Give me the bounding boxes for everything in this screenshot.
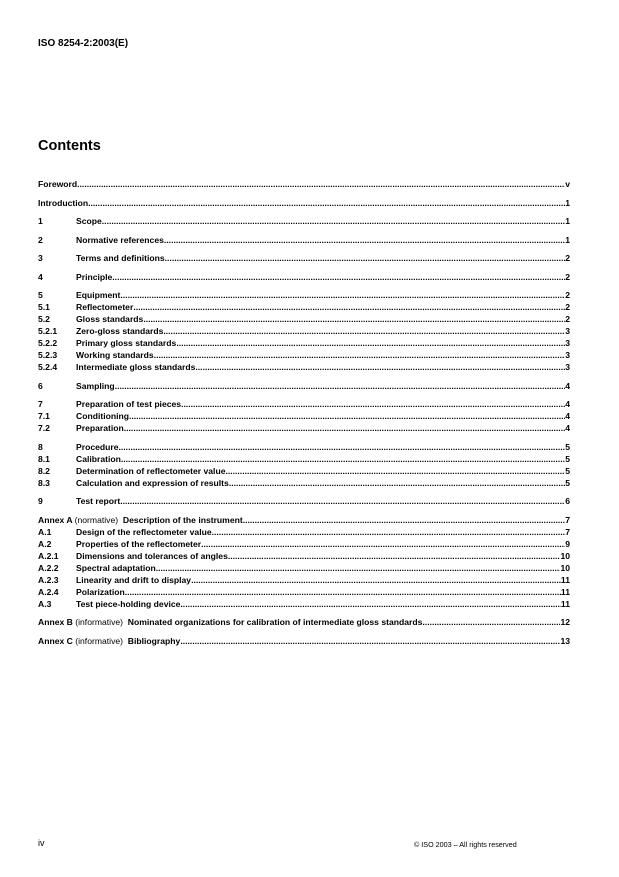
- toc-entry-page: 4: [565, 399, 570, 409]
- toc-entry-title: Calibration: [76, 453, 121, 464]
- toc-entry[interactable]: [38, 178, 570, 190]
- toc-entry-leader: [76, 441, 570, 453]
- toc-entry-number: 8.3: [38, 477, 50, 488]
- toc-entry[interactable]: [38, 349, 570, 361]
- annex-title: Nominated organizations for calibration of intermediate gloss standards: [127, 617, 423, 627]
- copyright-notice: © ISO 2003 – All rights reserved: [414, 840, 517, 849]
- annex-label: Annex B: [38, 617, 73, 627]
- toc-entry-number: 8.2: [38, 465, 50, 476]
- toc-entry-leader: [76, 361, 570, 373]
- toc-entry-title: Spectral adaptation: [76, 562, 156, 573]
- toc-entry-leader: [76, 453, 570, 465]
- toc-entry-page: 2: [565, 314, 570, 324]
- toc-entry[interactable]: [38, 215, 570, 227]
- toc-entry-leader: [76, 325, 570, 337]
- dot-leader: [212, 526, 566, 538]
- toc-entry-page: 4: [565, 380, 570, 391]
- toc-entry[interactable]: [38, 495, 570, 507]
- toc-entry-page: 7: [565, 514, 570, 525]
- toc-entry-title: Calculation and expression of results: [76, 477, 229, 488]
- toc-entry-page: 5: [565, 453, 570, 464]
- toc-entry-number: 9: [38, 496, 43, 506]
- toc-entry-leader: [76, 526, 570, 538]
- annex-label: Annex C: [38, 635, 73, 646]
- toc-entry-page: 4: [565, 411, 570, 421]
- toc-entry-title: Introduction: [38, 197, 89, 208]
- dot-leader: [115, 380, 566, 392]
- dot-leader: [180, 598, 560, 610]
- annex-qualifier: (informative): [75, 635, 124, 646]
- toc-entry-leader: [38, 514, 570, 526]
- toc-entry-page: 3: [565, 350, 570, 360]
- toc-entry-title: Test report: [76, 496, 121, 506]
- annex-qualifier: (normative): [74, 514, 119, 525]
- toc-entry-page: 2: [565, 302, 570, 312]
- dot-leader: [243, 514, 566, 526]
- toc-entry-leader: [76, 598, 570, 610]
- toc-entry-page: 1: [565, 197, 570, 208]
- toc-entry[interactable]: [38, 380, 570, 392]
- dot-leader: [102, 215, 565, 227]
- toc-entry-number: A.3: [38, 598, 52, 609]
- dot-leader: [164, 234, 565, 246]
- toc-entry-leader: [76, 538, 570, 550]
- toc-entry[interactable]: [38, 635, 570, 647]
- toc-entry-title: Foreword: [38, 179, 78, 189]
- toc-entry-leader: [76, 465, 570, 477]
- toc-entry-number: 8: [38, 441, 43, 452]
- toc-entry-leader: [76, 586, 570, 598]
- toc-entry[interactable]: [38, 252, 570, 264]
- toc-entry-leader: [76, 252, 570, 264]
- dot-leader: [191, 574, 561, 586]
- toc-entry-page: 1: [565, 234, 570, 245]
- dot-leader: [180, 635, 560, 647]
- toc-entry-leader: [76, 313, 570, 325]
- dot-leader: [163, 325, 565, 337]
- toc-entry[interactable]: [38, 325, 570, 337]
- toc-entry-leader: [76, 337, 570, 349]
- dot-leader: [422, 616, 560, 628]
- dot-leader: [125, 586, 561, 598]
- toc-entry-leader: [76, 215, 570, 227]
- toc-entry-number: 5.2.1: [38, 326, 58, 336]
- toc-entry[interactable]: [38, 289, 570, 301]
- toc-entry-number: 2: [38, 234, 43, 245]
- toc-entry[interactable]: [38, 514, 570, 526]
- dot-leader: [156, 562, 561, 574]
- toc-entry-number: 7: [38, 399, 43, 409]
- toc-entry-title: Zero-gloss standards: [76, 326, 164, 336]
- toc-entry-number: 5.2.3: [38, 350, 58, 360]
- toc-entry-number: 5.1: [38, 302, 50, 312]
- toc-entry[interactable]: [38, 586, 570, 598]
- toc-entry-number: 5.2: [38, 314, 50, 324]
- toc-entry-title: Terms and definitions: [76, 253, 165, 263]
- dot-leader: [120, 289, 565, 301]
- toc-entry-title: Preparation: [76, 423, 124, 433]
- dot-leader: [195, 361, 565, 373]
- toc-entry-title: Primary gloss standards: [76, 338, 177, 348]
- toc-entry-number: A.2: [38, 538, 52, 549]
- toc-entry-title: Determination of reflectometer value: [76, 465, 226, 476]
- dot-leader: [229, 477, 565, 489]
- toc-entry-page: v: [565, 179, 570, 189]
- toc-entry[interactable]: [38, 410, 570, 422]
- toc-entry-leader: [38, 178, 570, 190]
- toc-entry-leader: [76, 301, 570, 313]
- toc-entry-title: Procedure: [76, 441, 119, 452]
- toc-entry-number: 8.1: [38, 453, 50, 464]
- toc-entry-page: 10: [560, 550, 570, 561]
- toc-entry-number: A.1: [38, 526, 52, 537]
- dot-leader: [121, 453, 565, 465]
- toc-entry-number: A.2.3: [38, 574, 59, 585]
- toc-entry-title: Preparation of test pieces: [76, 399, 182, 409]
- toc-entry-leader: [76, 289, 570, 301]
- toc-entry[interactable]: [38, 574, 570, 586]
- toc-entry[interactable]: [38, 197, 570, 209]
- toc-entry-title: Gloss standards: [76, 314, 144, 324]
- toc-entry-title: Test piece-holding device: [76, 598, 181, 609]
- toc-entry-page: 9: [565, 538, 570, 549]
- toc-entry-page: 11: [560, 586, 570, 597]
- toc-entry-title: Intermediate gloss standards: [76, 362, 196, 372]
- toc-entry-page: 3: [565, 326, 570, 336]
- toc-entry[interactable]: [38, 422, 570, 434]
- toc-entry[interactable]: [38, 441, 570, 453]
- toc-entry-page: 3: [565, 338, 570, 348]
- toc-entry-title: Properties of the reflectometer: [76, 538, 202, 549]
- toc-entry-page: 2: [565, 271, 570, 282]
- toc-entry-leader: [76, 550, 570, 562]
- toc-entry-page: 13: [560, 635, 570, 646]
- toc-entry-leader: [76, 398, 570, 410]
- annex-qualifier: (informative): [75, 617, 124, 627]
- toc-entry-page: 2: [565, 290, 570, 300]
- dot-leader: [88, 197, 565, 209]
- toc-entry-leader: [38, 197, 570, 209]
- toc-entry[interactable]: [38, 616, 570, 628]
- toc-entry-leader: [76, 380, 570, 392]
- toc-entry-page: 6: [565, 496, 570, 506]
- toc-entry-number: A.2.1: [38, 550, 59, 561]
- toc-entry-number: A.2.4: [38, 586, 59, 597]
- toc-entry-number: 5.2.2: [38, 338, 58, 348]
- document-id: ISO 8254-2:2003(E): [38, 38, 129, 49]
- toc-entry-page: 7: [565, 526, 570, 537]
- toc-entry-leader: [76, 574, 570, 586]
- toc-entry[interactable]: [38, 234, 570, 246]
- toc-entry-page: 2: [565, 253, 570, 263]
- toc-entry-title: Polarization: [76, 586, 125, 597]
- dot-leader: [119, 441, 566, 453]
- dot-leader: [176, 337, 565, 349]
- toc-entry-leader: [38, 616, 570, 628]
- toc-entry-number: 3: [38, 253, 43, 263]
- toc-entry-number: 5: [38, 290, 43, 300]
- annex-title: Description of the instrument: [122, 514, 243, 525]
- toc-entry[interactable]: [38, 301, 570, 313]
- dot-leader: [228, 550, 561, 562]
- toc-entry-leader: [76, 495, 570, 507]
- table-of-contents: [38, 178, 570, 647]
- toc-entry-leader: [38, 635, 570, 647]
- toc-entry-title: Equipment: [76, 290, 121, 300]
- toc-entry-page: 4: [565, 423, 570, 433]
- toc-entry-title: [38, 635, 180, 647]
- toc-entry-number: 1: [38, 216, 43, 226]
- toc-entry[interactable]: [38, 526, 570, 538]
- dot-leader: [201, 538, 565, 550]
- toc-entry-title: Sampling: [76, 380, 115, 391]
- toc-entry-title: Scope: [76, 216, 102, 226]
- page-title: Contents: [38, 138, 101, 154]
- toc-entry-leader: [76, 422, 570, 434]
- toc-entry-leader: [76, 477, 570, 489]
- dot-leader: [120, 495, 565, 507]
- toc-entry[interactable]: [38, 477, 570, 489]
- toc-entry-number: 6: [38, 380, 43, 391]
- dot-leader: [165, 252, 566, 264]
- toc-entry[interactable]: [38, 550, 570, 562]
- toc-entry-page: 3: [565, 362, 570, 372]
- toc-entry-number: 4: [38, 271, 43, 282]
- toc-entry-number: A.2.2: [38, 562, 59, 573]
- dot-leader: [129, 410, 565, 422]
- page-number: iv: [38, 838, 45, 848]
- dot-leader: [181, 398, 565, 410]
- dot-leader: [124, 422, 565, 434]
- dot-leader: [112, 271, 565, 283]
- toc-entry[interactable]: [38, 398, 570, 410]
- toc-entry-leader: [76, 410, 570, 422]
- dot-leader: [143, 313, 565, 325]
- toc-entry-title: [38, 616, 422, 628]
- toc-entry-page: 11: [560, 574, 570, 585]
- toc-entry[interactable]: [38, 465, 570, 477]
- toc-entry-title: Reflectometer: [76, 302, 134, 312]
- toc-entry[interactable]: [38, 538, 570, 550]
- toc-entry-title: Principle: [76, 271, 113, 282]
- annex-label: Annex A: [38, 514, 73, 525]
- toc-entry-title: Normative references: [76, 234, 164, 245]
- dot-leader: [154, 349, 566, 361]
- toc-entry-leader: [76, 349, 570, 361]
- toc-entry-leader: [76, 562, 570, 574]
- toc-entry[interactable]: [38, 271, 570, 283]
- toc-entry-title: Linearity and drift to display: [76, 574, 192, 585]
- toc-entry-title: Working standards: [76, 350, 154, 360]
- annex-title: Bibliography: [127, 635, 181, 646]
- toc-entry[interactable]: [38, 361, 570, 373]
- toc-entry-leader: [76, 234, 570, 246]
- toc-entry-page: 1: [565, 216, 570, 226]
- dot-leader: [133, 301, 565, 313]
- dot-leader: [77, 178, 565, 190]
- toc-entry[interactable]: [38, 313, 570, 325]
- toc-entry[interactable]: [38, 337, 570, 349]
- toc-entry[interactable]: [38, 562, 570, 574]
- toc-entry-page: 11: [560, 598, 570, 609]
- toc-entry-title: [38, 514, 243, 526]
- toc-entry-title: Conditioning: [76, 411, 129, 421]
- toc-entry[interactable]: [38, 598, 570, 610]
- toc-entry-leader: [76, 271, 570, 283]
- toc-entry-number: 5.2.4: [38, 362, 58, 372]
- toc-entry-number: 7.1: [38, 411, 50, 421]
- dot-leader: [225, 465, 565, 477]
- toc-entry-title: Dimensions and tolerances of angles: [76, 550, 228, 561]
- toc-entry-page: 5: [565, 477, 570, 488]
- toc-entry-page: 12: [560, 617, 570, 627]
- toc-entry-page: 5: [565, 465, 570, 476]
- toc-entry[interactable]: [38, 453, 570, 465]
- toc-entry-number: 7.2: [38, 423, 50, 433]
- toc-entry-title: Design of the reflectometer value: [76, 526, 212, 537]
- toc-entry-page: 5: [565, 441, 570, 452]
- toc-entry-page: 10: [560, 562, 570, 573]
